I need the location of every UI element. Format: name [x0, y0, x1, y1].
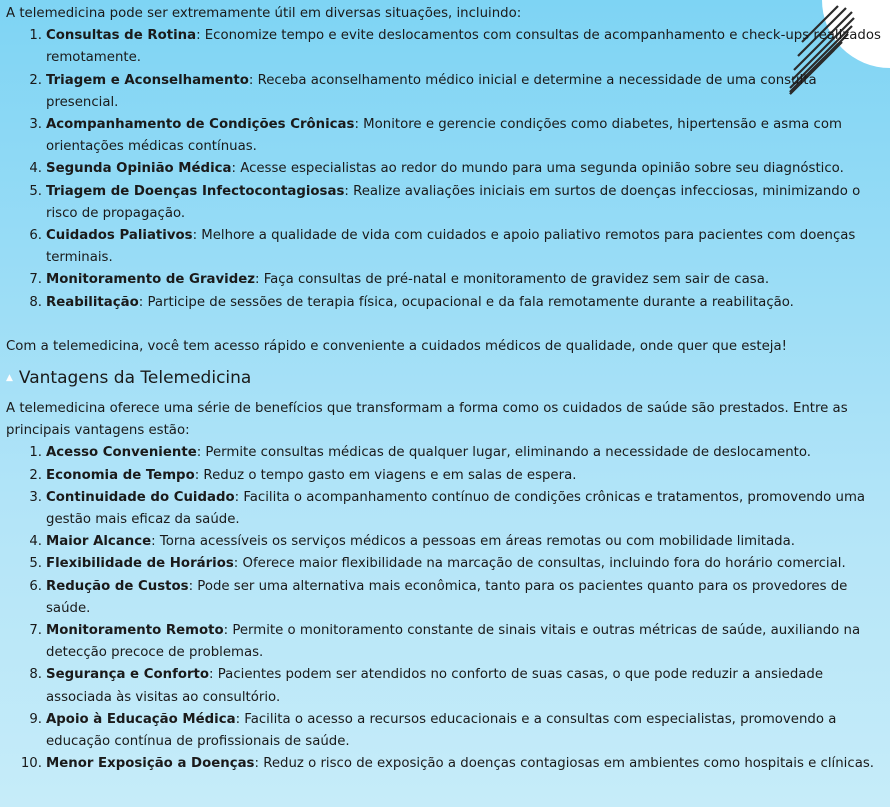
list-item: 7. Monitoramento Remoto: Permite o monitoramento constante de sinais vitais e outras métricas de saúde, auxiliando na detecção precoce de problemas.: [29, 623, 861, 661]
list-item: 10. Menor Exposição a Doenças: Reduz o risco de exposição a doenças contagiosas em ambientes como hospitais e clínicas.: [20, 756, 874, 772]
list-item: 1. Consultas de Rotina: Economize tempo e evite deslocamentos com consultas de acompanhamento e check-ups realizados remotamente.: [29, 28, 881, 66]
list-item: 3. Acompanhamento de Condições Crônicas: Monitore e gerencie condições como diabetes, hipertensão e asma com orientações médicas contínuas.: [29, 117, 842, 155]
list-item: 7. Monitoramento de Gravidez: Faça consultas de pré-natal e monitoramento de gravidez sem sair de casa.: [29, 272, 770, 288]
list-item: 2. Economia de Tempo: Reduz o tempo gasto em viagens e em salas de espera.: [29, 467, 577, 483]
summary-text: Com a telemedicina, você tem acesso rápido e conveniente a cuidados médicos de qualidade, onde quer que esteja!: [6, 338, 787, 354]
list-item: 4. Maior Alcance: Torna acessíveis os serviços médicos a pessoas em áreas remotas ou com mobilidade limitada.: [29, 534, 795, 550]
list-item: 2. Triagem e Aconselhamento: Receba aconselhamento médico inicial e determine a necessidade de uma consulta presencial.: [29, 72, 817, 110]
list-item: 8. Segurança e Conforto: Pacientes podem ser atendidos no conforto de suas casas, o que pode reduzir a ansiedade associada às visitas ao consultório.: [29, 667, 824, 705]
section-title: Vantagens da Telemedicina: [18, 368, 252, 389]
list-item: 5. Triagem de Doenças Infectocontagiosas: Realize avaliações iniciais em surtos de doenças infecciosas, minimizando o risco de propagação.: [29, 183, 861, 221]
list-item: 6. Redução de Custos: Pode ser uma alternativa mais econômica, tanto para os pacientes quanto para os provedores de saúde.: [29, 578, 848, 616]
list-item: 9. Apoio à Educação Médica: Facilita o acesso a recursos educacionais e a consultas com especialistas, promovendo a educação contínua de profissionais de saúde.: [29, 711, 837, 750]
list-item: 8. Reabilitação: Participe de sessões de terapia física, ocupacional e da fala remotamente durante a reabilitação.: [29, 294, 794, 310]
article-content: [6, 3, 886, 776]
intro-text: A telemedicina pode ser extremamente útil em diversas situações, incluindo:: [6, 6, 522, 21]
situations-list: [6, 25, 886, 314]
section-heading[interactable]: [6, 358, 886, 398]
advantages-list: [6, 442, 886, 775]
list-item: 5. Flexibilidade de Horários: Oferece maior flexibilidade na marcação de consultas, incluindo fora do horário comercial.: [29, 556, 846, 572]
list-item: 4. Segunda Opinião Médica: Acesse especialistas ao redor do mundo para uma segunda opinião sobre seu diagnóstico.: [29, 161, 844, 177]
list-item: 6. Cuidados Paliativos: Melhore a qualidade de vida com cuidados e apoio paliativo remotos para pacientes com doenças terminais.: [29, 228, 856, 266]
list-item: 3. Continuidade do Cuidado: Facilita o acompanhamento contínuo de condições crônicas e tratamentos, promovendo uma gestão mais eficaz da saúde.: [29, 489, 866, 528]
list-item: 1. Acesso Conveniente: Permite consultas médicas de qualquer lugar, eliminando a necessidade de deslocamento.: [29, 445, 811, 461]
advantages-intro: A telemedicina oferece uma série de benefícios que transformam a forma como os cuidados de saúde são prestados. Entre as principais vantagens estão:: [6, 401, 848, 439]
collapse-arrow-icon[interactable]: ▲: [6, 373, 13, 384]
